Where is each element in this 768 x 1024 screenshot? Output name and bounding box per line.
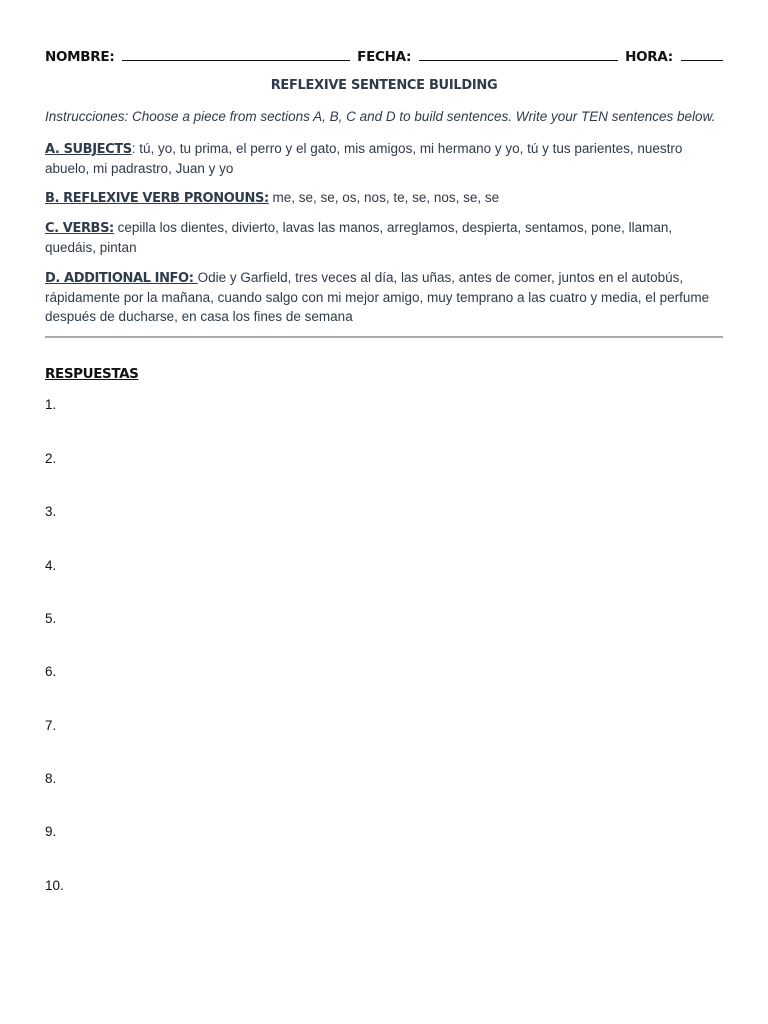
- section-a-label: A. SUBJECTS: [45, 142, 132, 157]
- header-row: [45, 46, 723, 65]
- section-b-label: B. REFLEXIVE VERB PRONOUNS:: [45, 191, 269, 206]
- section-c-text: cepilla los dientes, divierto, lavas las manos, arreglamos, despierta, sentamos, pone, llaman, quedáis, pintan: [45, 220, 673, 255]
- respuestas-title: RESPUESTAS: [45, 366, 139, 382]
- section-d-label: D. ADDITIONAL INFO:: [45, 271, 198, 286]
- section-a-separator: :: [131, 141, 140, 156]
- answer-line: 2.: [45, 451, 57, 466]
- answer-line: 1.: [45, 397, 57, 412]
- section-b: [45, 188, 723, 208]
- fecha-blank: [419, 46, 618, 61]
- answer-line: 9.: [45, 824, 57, 839]
- instructions: Instrucciones: Choose a piece from sections A, B, C and D to build sentences. Write your TEN sentences below.: [45, 109, 716, 124]
- section-d: [45, 268, 723, 326]
- answer-line: 7.: [45, 718, 57, 733]
- answer-line: 10.: [45, 878, 64, 893]
- answer-line: 8.: [45, 771, 57, 786]
- nombre-label: NOMBRE:: [45, 49, 115, 65]
- fecha-label: FECHA:: [357, 49, 412, 65]
- divider-rule: [45, 336, 723, 338]
- answer-line: 6.: [45, 664, 57, 679]
- answer-line: 3.: [45, 504, 57, 519]
- hora-blank: [681, 46, 723, 61]
- hora-label: HORA:: [625, 49, 673, 65]
- section-b-text: me, se, se, os, nos, te, se, nos, se, se: [272, 190, 500, 205]
- section-c-label: C. VERBS:: [45, 221, 114, 236]
- answer-line: 4.: [45, 558, 57, 573]
- section-a: [45, 139, 723, 178]
- section-a-text: tú, yo, tu prima, el perro y el gato, mis amigos, mi hermano y yo, tú y tus parientes, nuestro abuelo, mi padrastro, Juan y yo: [45, 141, 683, 176]
- section-c: [45, 218, 723, 257]
- section-d-text: Odie y Garfield, tres veces al día, las uñas, antes de comer, juntos en el autobús, rápidamente por la mañana, cuando salgo con mi mejor amigo, muy temprano a las cuatro y media, el perfume después de ducharse, en casa los fines de semana: [45, 270, 710, 324]
- answer-line: 5.: [45, 611, 57, 626]
- worksheet-title: REFLEXIVE SENTENCE BUILDING: [270, 78, 498, 93]
- nombre-blank: [122, 46, 350, 61]
